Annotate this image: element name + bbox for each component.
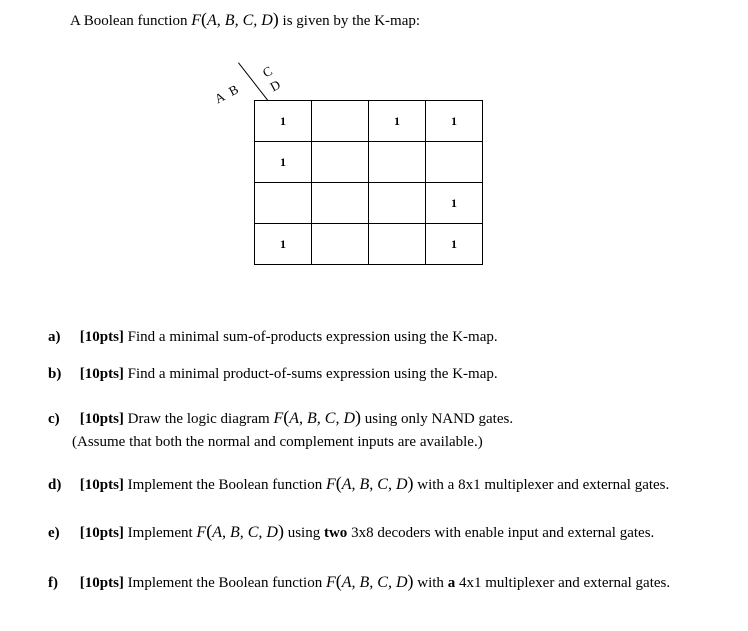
kmap-cell — [312, 101, 369, 142]
kmap-row — [255, 101, 483, 142]
question-c-note: (Assume that both the normal and complement inputs are available.) — [72, 434, 483, 450]
question-e: e) [10pts] Implement F(A, B, C, D) using two 3x8 decoders with enable input and external gates. — [48, 521, 655, 541]
question-f: f) [10pts] Implement the Boolean function F(A, B, C, D) with a 4x1 multiplexer and external gates. — [48, 571, 671, 591]
question-b: b) [10pts] Find a minimal product-of-sums expression using the K-map. — [48, 366, 498, 382]
kmap-cell — [369, 224, 426, 265]
kmap-row — [255, 142, 483, 183]
question-d: d) [10pts] Implement the Boolean function F(A, B, C, D) with a 8x1 multiplexer and external gates. — [48, 473, 670, 493]
kmap-cell: 1 — [255, 142, 312, 183]
kmap-cell — [426, 142, 483, 183]
function-f: F(A, B, C, D) — [325, 473, 414, 493]
kmap-row — [255, 183, 483, 224]
function-f: F(A, B, C, D) — [196, 521, 284, 541]
intro-text — [70, 9, 420, 30]
kmap-cell — [369, 142, 426, 183]
function-f: F(A, B, C, D) — [325, 571, 414, 591]
kmap-cell — [255, 183, 312, 224]
intro-suffix: is given by the K-map: — [282, 13, 421, 29]
function-f: F(A, B, C, D) — [191, 9, 279, 29]
kmap-cell — [312, 224, 369, 265]
function-f: F(A, B, C, D) — [273, 407, 362, 427]
kmap-cell — [312, 142, 369, 183]
kmap-cell: 1 — [426, 224, 483, 265]
kmap-cell — [369, 183, 426, 224]
question-c: c) [10pts] Draw the logic diagram F(A, B, C, D) using only NAND gates. — [48, 407, 514, 427]
kmap-cell: 1 — [255, 224, 312, 265]
kmap-cell: 1 — [255, 101, 312, 142]
kmap-cell — [312, 183, 369, 224]
kmap-cell: 1 — [426, 101, 483, 142]
k-map — [254, 100, 483, 265]
kmap-row — [255, 224, 483, 265]
kmap-cell: 1 — [369, 101, 426, 142]
kmap-cell: 1 — [426, 183, 483, 224]
row-variables: A B — [212, 80, 243, 107]
question-a: a) [10pts] Find a minimal sum-of-products expression using the K-map. — [48, 329, 498, 345]
column-variables: C D — [260, 61, 285, 95]
intro-prefix: A Boolean function — [70, 13, 188, 29]
